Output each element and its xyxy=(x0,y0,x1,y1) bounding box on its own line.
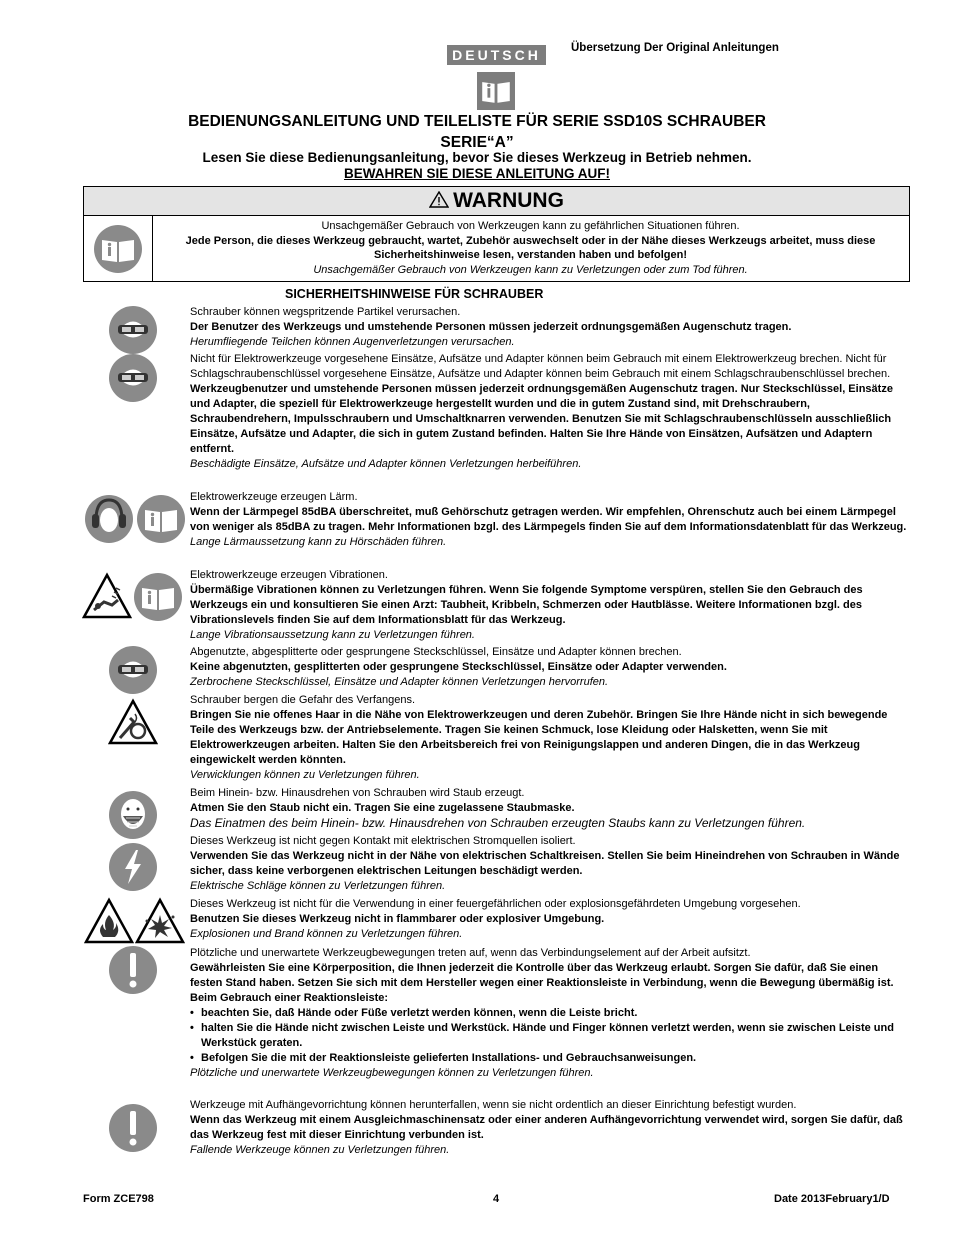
block-italic: Lange Lärmaussetzung kann zu Hörschäden führen. xyxy=(190,536,447,548)
section-title: SICHERHEITSHINWEISE FÜR SCHRAUBER xyxy=(285,287,544,301)
bullet-item: • halten Sie die Hände nicht zwischen Leiste und Werkstück. Hände und Finger können verletzt werden, wenn sie zwischen Leiste und Werkstück geraten. xyxy=(190,1021,912,1051)
block-bold: Werkzeugbenutzer und umstehende Personen müssen jederzeit ordnungsgemäßen Augenschutz tragen. Nur Steckschlüssel, Einsätze und Adapter, die speziell für Elektrowerkzeuge hergestellt wurden und die in gutem Zustand sind, mit Drehschraubern, Schraubendrehern, Impulsschraubern und Umschaltknarren verwenden. Benutzen Sie mit Schlagschraubenschlüsseln ausschließlich Einsätze, Aufsätze und Adapter, die sich in gutem Zustand befinden. Halten Sie Ihre Hände von Einsätzen, Aufsätzen und Adaptern entfernt. xyxy=(190,383,893,455)
read-manual-icon xyxy=(133,572,183,622)
bullet-item: • beachten Sie, daß Hände oder Füße verletzt werden können, wenn die Leiste bricht. xyxy=(190,1006,912,1021)
general-warning-icon xyxy=(108,1103,158,1153)
block-italic: Verwicklungen können zu Verletzungen führen. xyxy=(190,769,420,781)
footer-date: Date 2013February1/D xyxy=(774,1193,890,1205)
safety-block-vibration xyxy=(190,568,912,643)
block-normal: Elektrowerkzeuge erzeugen Lärm. xyxy=(190,491,358,503)
block-bold: Atmen Sie den Staub nicht ein. Tragen Sie eine zugelassene Staubmaske. xyxy=(190,802,575,814)
block-italic: Das Einatmen des beim Hinein- bzw. Hinausdrehen von Schrauben erzeugten Staubs kann zu Verletzungen führen. xyxy=(190,816,806,830)
electric-shock-icon xyxy=(108,842,158,892)
block-italic: Fallende Werkzeuge können zu Verletzungen führen. xyxy=(190,1144,450,1156)
read-manual-icon xyxy=(477,72,515,110)
block-bold: Verwenden Sie das Werkzeug nicht in der Nähe von elektrischen Schaltkreisen. Stellen Sie beim Hineindrehen von Schrauben in Wände sicher, dass keine verborgenen elektrischen Leitungen beschädigt werden. xyxy=(190,850,900,877)
safety-block-flying-particles xyxy=(190,305,912,350)
block-bold: Keine abgenutzten, gesplitterten oder gesprungene Steckschlüssel, Einsätze oder Adapter verwenden. xyxy=(190,661,727,673)
eye-protection-icon xyxy=(108,645,158,695)
block-italic: Elektrische Schläge können zu Verletzungen führen. xyxy=(190,880,446,892)
block-normal: Beim Hinein- bzw. Hinausdrehen von Schrauben wird Staub erzeugt. xyxy=(190,787,525,799)
block-normal: Schrauber bergen die Gefahr des Verfangens. xyxy=(190,694,416,706)
block-normal: Werkzeuge mit Aufhängevorrichtung können herunterfallen, wenn sie nicht ordentlich an dieser Einrichtung befestigt wurden. xyxy=(190,1099,797,1111)
fire-hazard-icon xyxy=(84,897,134,947)
language-badge: DEUTSCH xyxy=(447,45,546,65)
explosion-hazard-icon xyxy=(135,897,185,947)
safety-block-electric xyxy=(190,834,912,894)
warning-triangle-icon xyxy=(429,191,449,208)
block-normal: Schrauber können wegspritzende Partikel verursachen. xyxy=(190,306,461,318)
manual-title: BEDIENUNGSANLEITUNG UND TEILELISTE FÜR SERIE SSD10S SCHRAUBER xyxy=(188,113,766,130)
block-italic: Herumfliegende Teilchen können Augenverletzungen verursachen. xyxy=(190,336,515,348)
eye-protection-icon xyxy=(108,305,158,355)
block-bold: Gewährleisten Sie eine Körperposition, die Ihnen jederzeit die Kontrolle über das Werkzeug erlaubt. Sorgen Sie dafür, daß Sie einen festen Stand haben. Setzen Sie sich mit dem Hersteller wegen einer Reaktionsleiste in Verbindung, wenn die Bewegung übermäßig ist. xyxy=(190,962,894,989)
block-normal: Dieses Werkzeug ist nicht für die Verwendung in einer feuergefährlichen oder explosionsgefährdeten Umgebung vorgesehen. xyxy=(190,898,801,910)
ear-protection-icon xyxy=(84,494,134,544)
block-bold: Wenn das Werkzeug mit einem Ausgleichmaschinensatz oder einer anderen Aufhängevorrichtung verwendet wird, sorgen Sie dafür, daß das Werkzeug fest mit dieser Einrichtung verbunden ist. xyxy=(190,1114,903,1141)
warning-icon-cell xyxy=(84,215,153,281)
safety-block-entanglement xyxy=(190,693,912,783)
translation-note: Übersetzung Der Original Anleitungen xyxy=(571,42,779,54)
block-normal: Dieses Werkzeug ist nicht gegen Kontakt mit elektrischen Stromquellen isoliert. xyxy=(190,835,576,847)
block-normal: Nicht für Elektrowerkzeuge vorgesehene Einsätze, Aufsätze und Adapter können beim Gebrauch mit einem Elektrowerkzeug brechen. Nicht für Schlagschraubenschlüssel vorgesehene Einsätze, Aufsätze und Adapter können beim Gebrauch mit einem Schlagschraubenschlüssel brechen. xyxy=(190,353,891,380)
block-normal: Plötzliche und unerwartete Werkzeugbewegungen treten auf, wenn das Verbindungselement auf der Arbeit aufsitzt. xyxy=(190,947,751,959)
warning-text xyxy=(154,219,907,277)
block-italic: Explosionen und Brand können zu Verletzungen führen. xyxy=(190,928,463,940)
read-instruction: Lesen Sie diese Bedienungsanleitung, bevor Sie dieses Werkzeug in Betrieb nehmen. xyxy=(202,150,752,165)
eye-protection-icon xyxy=(108,353,158,403)
block-normal: Abgenutzte, abgesplitterte oder gesprungene Steckschlüssel, Einsätze und Adapter können brechen. xyxy=(190,646,682,658)
warning-header xyxy=(84,187,909,216)
block-bold: Bringen Sie nie offenes Haar in die Nähe von Elektrowerkzeugen und deren Zubehör. Bringen Sie Ihre Hände nicht in sich bewegende Teile des Werkzeugs bzw. der Antriebselemente. Tragen Sie keinen Schmuck, lose Kleidung oder Halsketten, wenn Sie mit Elektrowerkzeugen arbeiten. Halten Sie den Arbeitsbereich frei von Reinigungslappen und anderen Dingen, die in das Werkzeug eingewickelt werden könnten. xyxy=(190,709,888,766)
block-bold: Wenn der Lärmpegel 85dBA überschreitet, muß Gehörschutz getragen werden. Wir empfehlen, Ohrenschutz auch bei einem Lärmpegel von weniger als 85dBA zu tragen. Mehr Informationen bzgl. des Lärmpegels finden Sie auf dem Informationsdatenblatt für das Werkzeug. xyxy=(190,506,907,533)
safety-block-explosive xyxy=(190,897,912,942)
safety-block-reaction xyxy=(190,946,912,1081)
keep-instruction: BEWAHREN SIE DIESE ANLEITUNG AUF! xyxy=(343,166,610,181)
read-manual-icon xyxy=(136,494,186,544)
bullet-item: • Befolgen Sie die mit der Reaktionsleiste gelieferten Installations- und Gebrauchsanweisungen. xyxy=(190,1051,912,1066)
block-bold: Übermäßige Vibrationen können zu Verletzungen führen. Wenn Sie folgende Symptome verspüren, stellen Sie den Gebrauch des Werkzeugs ein und konsultieren Sie einen Arzt: Taubheit, Kribbeln, Schmerzen oder Hautblässe. Weitere Informationen bzgl. des Vibrationslevels finden Sie auf dem Informationsblatt für das Werkzeug. xyxy=(190,584,863,626)
block-italic: Plötzliche und unerwartete Werkzeugbewegungen können zu Verletzungen führen. xyxy=(190,1067,594,1079)
block-bold: Benutzen Sie dieses Werkzeug nicht in flammbarer oder explosiver Umgebung. xyxy=(190,913,605,925)
general-warning-icon xyxy=(108,945,158,995)
warning-italic-text: Unsachgemäßer Gebrauch von Werkzeugen kann zu Verletzungen oder zum Tod führen. xyxy=(313,263,748,276)
safety-block-sockets xyxy=(190,352,912,472)
warning-normal-text: Unsachgemäßer Gebrauch von Werkzeugen kann zu gefährlichen Situationen führen. xyxy=(321,220,740,232)
warning-box xyxy=(83,186,910,282)
safety-block-worn-sockets xyxy=(190,645,912,690)
dust-mask-icon xyxy=(108,790,158,840)
safety-block-suspension xyxy=(190,1098,912,1158)
entanglement-hazard-icon xyxy=(108,698,158,748)
block-normal: Elektrowerkzeuge erzeugen Vibrationen. xyxy=(190,569,388,581)
safety-block-dust xyxy=(190,786,912,831)
footer-page-number: 4 xyxy=(493,1193,500,1205)
warning-title: WARNUNG xyxy=(453,189,564,212)
block-italic: Beschädigte Einsätze, Aufsätze und Adapter können Verletzungen herbeiführen. xyxy=(190,458,582,470)
block-bold-subheading: Beim Gebrauch einer Reaktionsleiste: xyxy=(190,992,389,1004)
vibration-hazard-icon xyxy=(82,572,132,622)
series-title: SERIE“A” xyxy=(440,134,514,151)
read-manual-icon xyxy=(93,224,143,274)
block-italic: Zerbrochene Steckschlüssel, Einsätze und Adapter können Verletzungen hervorrufen. xyxy=(190,676,609,688)
safety-block-noise xyxy=(190,490,912,550)
footer-form: Form ZCE798 xyxy=(83,1193,154,1205)
warning-bold-text: Jede Person, die dieses Werkzeug gebraucht, wartet, Zubehör auswechselt oder in der Nähe dieses Werkzeugs arbeitet, muss diese Sicherheitshinweise lesen, verstanden haben und befolgen! xyxy=(185,234,876,261)
block-italic: Lange Vibrationsaussetzung kann zu Verletzungen führen. xyxy=(190,629,475,641)
block-bold: Der Benutzer des Werkzeugs und umstehende Personen müssen jederzeit ordnungsgemäßen Augenschutz tragen. xyxy=(190,321,792,333)
